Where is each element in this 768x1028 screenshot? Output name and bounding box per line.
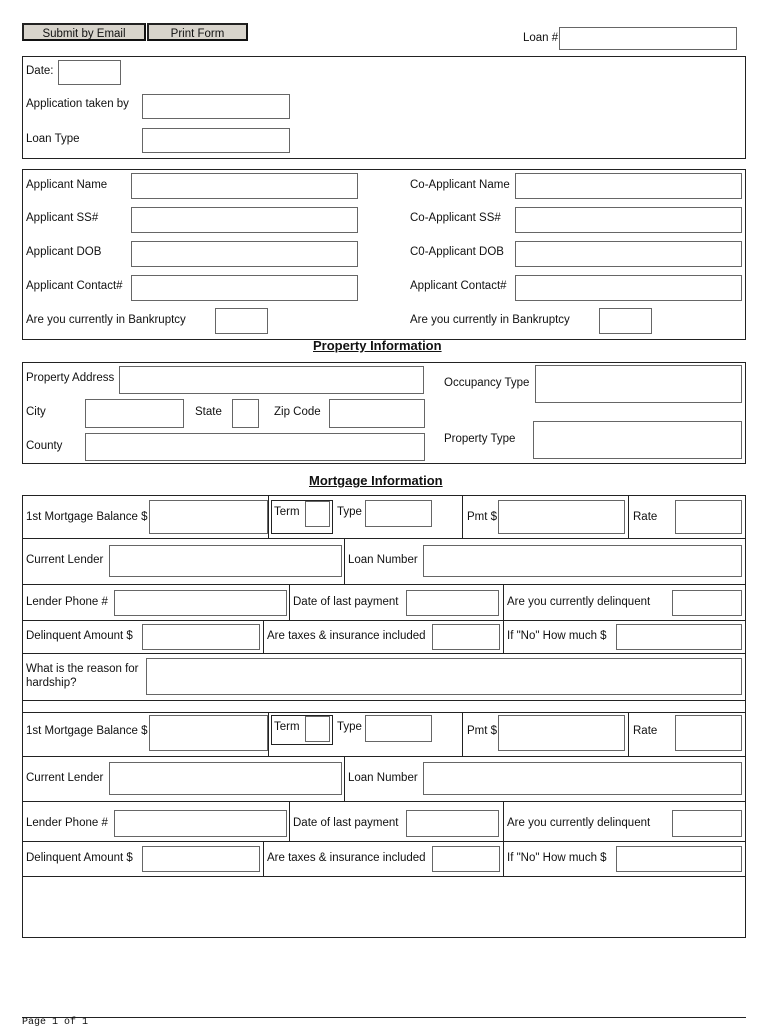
hardship-input[interactable]: [146, 658, 742, 695]
applicant-name-input[interactable]: [131, 173, 358, 199]
mortgage2-how-much-label: If "No" How much $: [507, 852, 607, 864]
mortgage1-rate-input[interactable]: [675, 500, 742, 534]
applicant-ss-input[interactable]: [131, 207, 358, 233]
mortgage2-how-much-input[interactable]: [616, 846, 742, 872]
zip-code-input[interactable]: [329, 399, 425, 428]
mortgage2-lender-input[interactable]: [109, 762, 342, 795]
mortgage2-delinquent-label: Are you currently delinquent: [507, 817, 651, 829]
application-info-section: [22, 56, 746, 159]
mortgage2-rate-input[interactable]: [675, 715, 742, 751]
mortgage1-term-label: Term: [274, 506, 300, 518]
co-applicant-name-label: Co-Applicant Name: [410, 179, 510, 191]
applicant-contact-label: Applicant Contact#: [26, 280, 123, 292]
mortgage1-delinquent-amount-label: Delinquent Amount $: [26, 630, 133, 642]
mortgage2-type-input[interactable]: [365, 715, 432, 742]
applicant-dob-label: Applicant DOB: [26, 246, 102, 258]
zip-code-label: Zip Code: [274, 406, 321, 418]
mortgage1-phone-input[interactable]: [114, 590, 287, 616]
mortgage2-loan-number-input[interactable]: [423, 762, 742, 795]
loan-type-label: Loan Type: [26, 133, 80, 145]
mortgage2-balance-label: 1st Mortgage Balance $: [26, 725, 148, 737]
mortgage2-rate-label: Rate: [633, 725, 658, 737]
applicant-bankruptcy-input[interactable]: [215, 308, 268, 334]
mortgage1-type-input[interactable]: [365, 500, 432, 527]
mortgage2-term-input[interactable]: [305, 716, 330, 742]
applicant-bankruptcy-label: Are you currently in Bankruptcy: [26, 314, 186, 326]
page-number: Page 1 of 1: [22, 1017, 89, 1028]
state-input[interactable]: [232, 399, 259, 428]
occupancy-type-input[interactable]: [535, 365, 742, 403]
mortgage2-loan-number-label: Loan Number: [348, 772, 418, 784]
county-input[interactable]: [85, 433, 425, 461]
application-taken-by-input[interactable]: [142, 94, 290, 119]
state-label: State: [195, 406, 222, 418]
city-label: City: [26, 406, 46, 418]
mortgage1-delinquent-label: Are you currently delinquent: [507, 596, 651, 608]
mortgage2-phone-input[interactable]: [114, 810, 287, 837]
applicant-name-label: Applicant Name: [26, 179, 108, 191]
city-input[interactable]: [85, 399, 184, 428]
property-type-input[interactable]: [533, 421, 742, 459]
mortgage1-last-payment-label: Date of last payment: [293, 596, 399, 608]
applicant-ss-label: Applicant SS#: [26, 212, 99, 224]
mortgage2-taxes-input[interactable]: [432, 846, 500, 872]
mortgage2-last-payment-label: Date of last payment: [293, 817, 399, 829]
mortgage1-loan-number-label: Loan Number: [348, 554, 418, 566]
mortgage1-phone-label: Lender Phone #: [26, 596, 108, 608]
co-applicant-bankruptcy-input[interactable]: [599, 308, 652, 334]
occupancy-type-label: Occupancy Type: [444, 377, 530, 389]
print-form-button[interactable]: Print Form: [147, 23, 248, 41]
mortgage1-balance-label: 1st Mortgage Balance $: [26, 511, 148, 523]
co-applicant-ss-input[interactable]: [515, 207, 742, 233]
mortgage1-delinquent-amount-input[interactable]: [142, 624, 260, 650]
mortgage1-last-payment-input[interactable]: [406, 590, 499, 616]
mortgage1-how-much-input[interactable]: [616, 624, 742, 650]
loan-number-label: Loan #: [523, 32, 559, 44]
mortgage1-how-much-label: If "No" How much $: [507, 630, 607, 642]
mortgage1-type-label: Type: [337, 506, 362, 518]
county-label: County: [26, 440, 63, 452]
co-applicant-bankruptcy-label: Are you currently in Bankruptcy: [410, 314, 570, 326]
mortgage2-delinquent-amount-label: Delinquent Amount $: [26, 852, 133, 864]
mortgage1-taxes-input[interactable]: [432, 624, 500, 650]
submit-by-email-button[interactable]: Submit by Email: [22, 23, 146, 41]
mortgage2-delinquent-amount-input[interactable]: [142, 846, 260, 872]
mortgage1-pmt-input[interactable]: [498, 500, 625, 534]
mortgage2-pmt-input[interactable]: [498, 715, 625, 751]
applicant-contact-input[interactable]: [131, 275, 358, 301]
mortgage1-taxes-label: Are taxes & insurance included: [267, 630, 426, 642]
mortgage2-delinquent-input[interactable]: [672, 810, 742, 837]
hardship-label: What is the reason for hardship?: [26, 663, 139, 689]
mortgage2-pmt-label: Pmt $: [467, 725, 498, 737]
mortgage1-rate-label: Rate: [633, 511, 658, 523]
co-applicant-name-input[interactable]: [515, 173, 742, 199]
date-label: Date:: [26, 65, 54, 77]
mortgage2-term-label: Term: [274, 721, 300, 733]
mortgage2-last-payment-input[interactable]: [406, 810, 499, 837]
mortgage1-lender-label: Current Lender: [26, 554, 104, 566]
property-type-label: Property Type: [444, 433, 516, 445]
mortgage2-type-label: Type: [337, 721, 362, 733]
mortgage2-phone-label: Lender Phone #: [26, 817, 108, 829]
date-input[interactable]: [58, 60, 121, 85]
mortgage2-balance-input[interactable]: [149, 715, 268, 751]
property-information-title: Property Information: [313, 338, 442, 353]
co-applicant-dob-input[interactable]: [515, 241, 742, 267]
mortgage1-delinquent-input[interactable]: [672, 590, 742, 616]
co-applicant-contact-label: Applicant Contact#: [410, 280, 507, 292]
property-address-input[interactable]: [119, 366, 424, 394]
applicant-dob-input[interactable]: [131, 241, 358, 267]
mortgage1-pmt-label: Pmt $: [467, 511, 498, 523]
co-applicant-dob-label: C0-Applicant DOB: [410, 246, 504, 258]
mortgage-information-title: Mortgage Information: [309, 473, 443, 488]
mortgage1-loan-number-input[interactable]: [423, 545, 742, 577]
co-applicant-contact-input[interactable]: [515, 275, 742, 301]
application-taken-by-label: Application taken by: [26, 98, 129, 110]
property-address-label: Property Address: [26, 372, 115, 384]
mortgage2-taxes-label: Are taxes & insurance included: [267, 852, 426, 864]
mortgage1-term-input[interactable]: [305, 501, 330, 527]
loan-type-input[interactable]: [142, 128, 290, 153]
mortgage1-lender-input[interactable]: [109, 545, 342, 577]
loan-number-input[interactable]: [559, 27, 737, 50]
co-applicant-ss-label: Co-Applicant SS#: [410, 212, 501, 224]
mortgage2-lender-label: Current Lender: [26, 772, 104, 784]
mortgage1-balance-input[interactable]: [149, 500, 268, 534]
